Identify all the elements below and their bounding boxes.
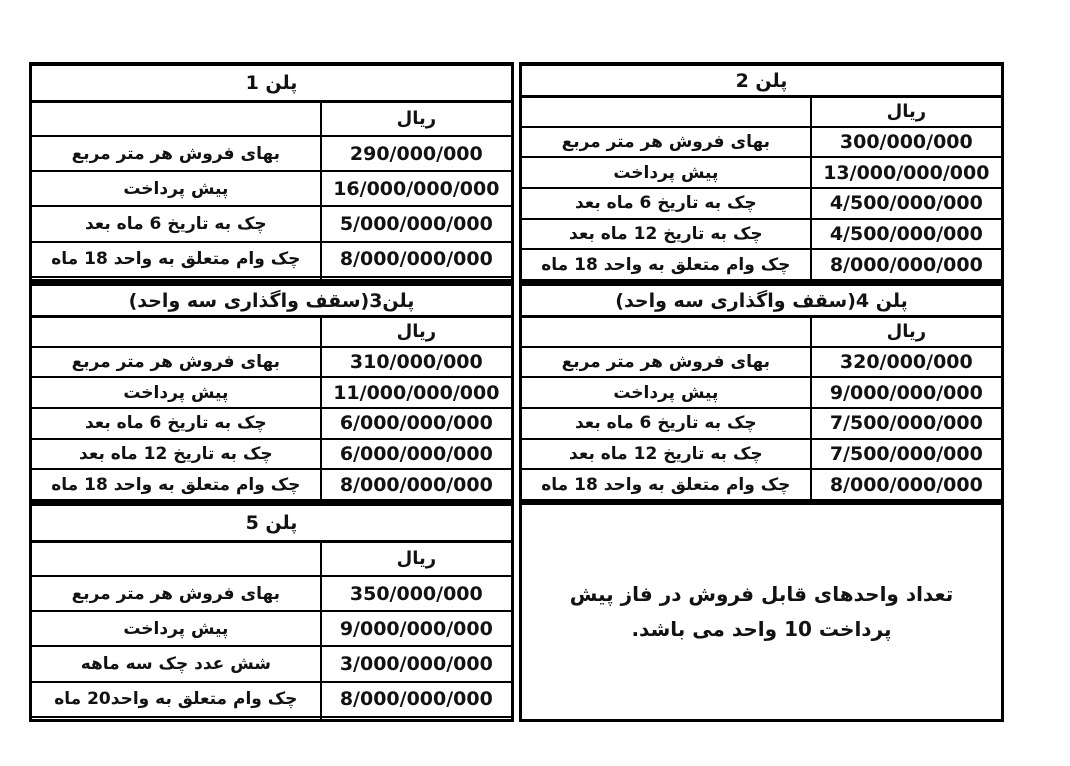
plan2-row4-value: 8/000/000/000 xyxy=(811,249,1003,280)
plan4-row1-label: پیش پرداخت xyxy=(521,377,811,408)
plan3-row3-value: 6/000/000/000 xyxy=(321,439,513,470)
plan4-title: پلن 4(سقف واگذاری سه واحد) xyxy=(521,284,1003,317)
plan2-row1-label: پیش پرداخت xyxy=(521,157,811,188)
plan2-row0-label: بهای فروش هر متر مربع xyxy=(521,127,811,158)
plan5-row0-label: بهای فروش هر متر مربع xyxy=(31,576,321,611)
plan1-row1-value: 16/000/000/000 xyxy=(321,171,513,206)
plan5-row3-label: چک وام متعلق به واحد20 ماه xyxy=(31,682,321,717)
plans-tables-area xyxy=(29,62,1004,722)
plan4-row2-value: 7/500/000/000 xyxy=(811,408,1003,439)
plan2-row0-value: 300/000/000 xyxy=(811,127,1003,158)
plan1-title: پلن 1 xyxy=(31,64,513,101)
plan3-row2-label: چک به تاریخ 6 ماه بعد xyxy=(31,408,321,439)
empty-cell xyxy=(521,97,811,127)
plan4-row3-label: چک به تاریخ 12 ماه بعد xyxy=(521,439,811,470)
plan4-row4-label: چک وام متعلق به واحد 18 ماه xyxy=(521,469,811,500)
plan5-row2-label: شش عدد چک سه ماهه xyxy=(31,646,321,681)
plan3-table xyxy=(29,282,514,502)
empty-cell xyxy=(31,101,321,135)
plan3-row1-value: 11/000/000/000 xyxy=(321,377,513,408)
plan4-row2-label: چک به تاریخ 6 ماه بعد xyxy=(521,408,811,439)
empty-cell xyxy=(321,717,513,721)
plan4-table xyxy=(519,282,1004,502)
plan3-title: پلن3(سقف واگذاری سه واحد) xyxy=(31,284,513,317)
plan4-row0-label: بهای فروش هر متر مربع xyxy=(521,347,811,378)
plan2-table xyxy=(519,62,1004,282)
plan5-row3-value: 8/000/000/000 xyxy=(321,682,513,717)
units-availability-note-text: تعداد واحدهای قابل فروش در فاز پیش پرداخت 10 واحد می باشد. xyxy=(569,582,954,641)
plan4-row3-value: 7/500/000/000 xyxy=(811,439,1003,470)
plan1-row3-label: چک وام متعلق به واحد 18 ماه xyxy=(31,242,321,277)
plan2-row2-value: 4/500/000/000 xyxy=(811,188,1003,219)
plan2-row3-label: چک به تاریخ 12 ماه بعد xyxy=(521,219,811,250)
empty-cell xyxy=(31,717,321,721)
plan5-table xyxy=(29,502,514,722)
plan4-row0-value: 320/000/000 xyxy=(811,347,1003,378)
plan1-currency-header: ریال xyxy=(321,101,513,135)
plan4-row4-value: 8/000/000/000 xyxy=(811,469,1003,500)
units-availability-note xyxy=(519,502,1004,722)
plan1-row0-label: بهای فروش هر متر مربع xyxy=(31,136,321,171)
plan5-row1-label: پیش پرداخت xyxy=(31,611,321,646)
plan5-row1-value: 9/000/000/000 xyxy=(321,611,513,646)
plan1-row3-value: 8/000/000/000 xyxy=(321,242,513,277)
plan1-row2-label: چک به تاریخ 6 ماه بعد xyxy=(31,206,321,241)
empty-cell xyxy=(521,317,811,347)
plan3-currency-header: ریال xyxy=(321,317,513,347)
plan3-row0-value: 310/000/000 xyxy=(321,347,513,378)
empty-cell xyxy=(321,277,513,281)
plan3-row0-label: بهای فروش هر متر مربع xyxy=(31,347,321,378)
plan1-row2-value: 5/000/000/000 xyxy=(321,206,513,241)
plan1-row1-label: پیش پرداخت xyxy=(31,171,321,206)
plan5-row2-value: 3/000/000/000 xyxy=(321,646,513,681)
plan1-row0-value: 290/000/000 xyxy=(321,136,513,171)
empty-cell xyxy=(31,541,321,575)
plan4-row1-value: 9/000/000/000 xyxy=(811,377,1003,408)
plan2-row3-value: 4/500/000/000 xyxy=(811,219,1003,250)
plan5-row0-value: 350/000/000 xyxy=(321,576,513,611)
plan2-currency-header: ریال xyxy=(811,97,1003,127)
plan2-title: پلن 2 xyxy=(521,64,1003,97)
empty-cell xyxy=(31,317,321,347)
plan2-row2-label: چک به تاریخ 6 ماه بعد xyxy=(521,188,811,219)
plan5-title: پلن 5 xyxy=(31,504,513,541)
plan2-row1-value: 13/000/000/000 xyxy=(811,157,1003,188)
right-table-column xyxy=(519,62,1004,722)
plan3-row2-value: 6/000/000/000 xyxy=(321,408,513,439)
plan5-currency-header: ریال xyxy=(321,541,513,575)
left-table-column xyxy=(29,62,514,722)
plan3-row1-label: پیش پرداخت xyxy=(31,377,321,408)
plan3-row4-value: 8/000/000/000 xyxy=(321,469,513,500)
plan1-table xyxy=(29,62,514,282)
plan3-row4-label: چک وام متعلق به واحد 18 ماه xyxy=(31,469,321,500)
plan4-currency-header: ریال xyxy=(811,317,1003,347)
plan3-row3-label: چک به تاریخ 12 ماه بعد xyxy=(31,439,321,470)
plan2-row4-label: چک وام متعلق به واحد 18 ماه xyxy=(521,249,811,280)
empty-cell xyxy=(31,277,321,281)
